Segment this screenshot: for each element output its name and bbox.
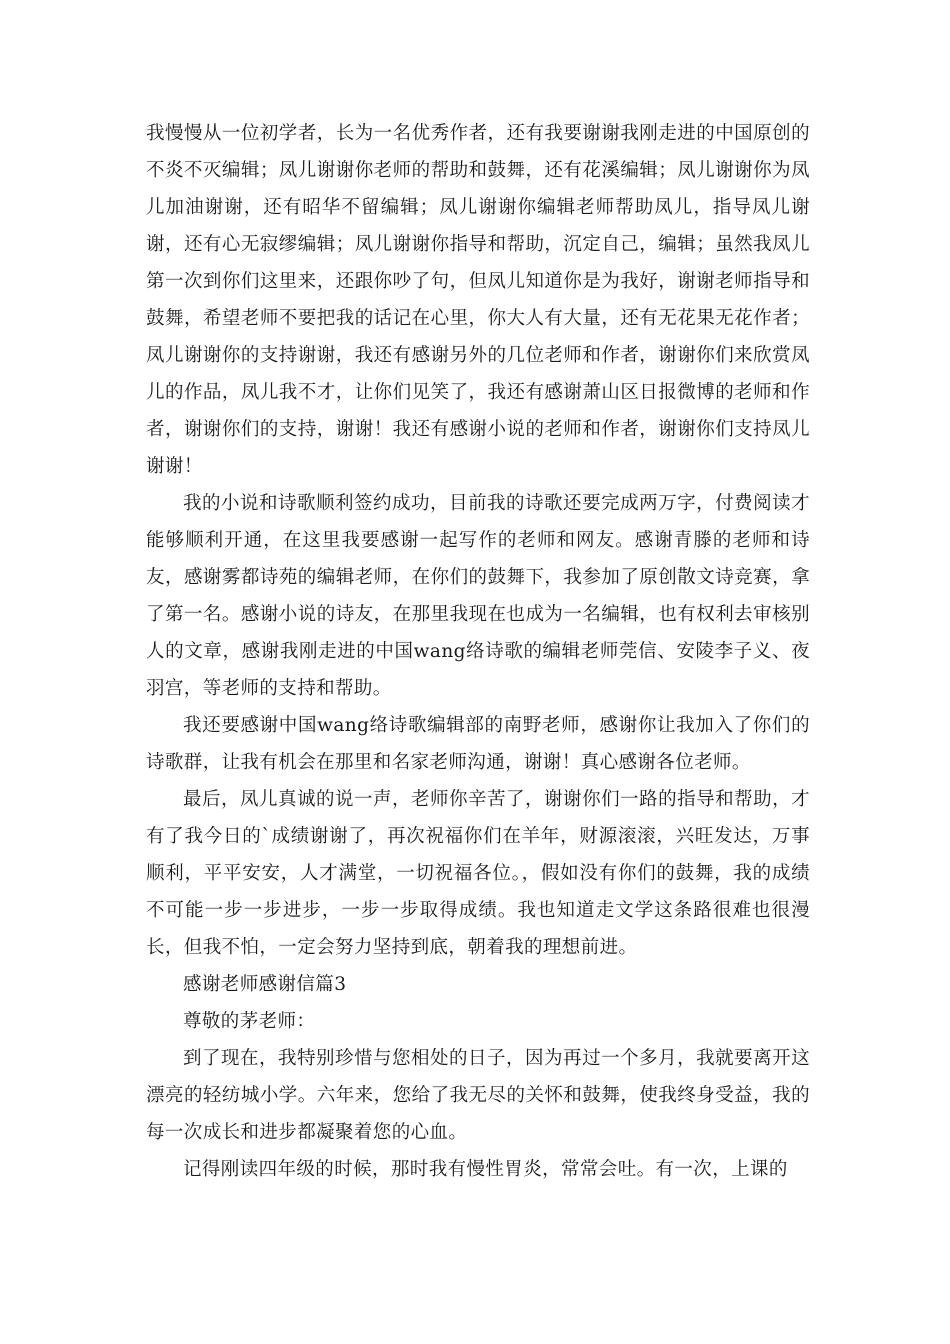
paragraph-3: 我还要感谢中国wang络诗歌编辑部的南野老师，感谢你让我加入了你们的诗歌群，让我有机会在那里和名家老师沟通，谢谢！真心感谢各位老师。 <box>146 715 810 773</box>
paragraph-5: 到了现在，我特别珍惜与您相处的日子，因为再过一个多月，我就要离开这漂亮的轻纺城小学。六年来，您给了我无尽的关怀和鼓舞，使我终身受益，我的每一次成长和进步都凝聚着您的心血。 <box>146 1048 810 1143</box>
paragraph-6: 记得刚读四年级的时候，那时我有慢性胃炎，常常会吐。有一次，上课的 <box>183 1159 788 1180</box>
paragraph-1: 我慢慢从一位初学者，长为一名优秀作者，还有我要谢谢我刚走进的中国原创的不炎不灭编辑；凤儿谢谢你老师的帮助和鼓舞，还有花溪编辑；凤儿谢谢你为凤儿加油谢谢，还有昭华不留编辑；凤儿谢谢你编辑老师帮助凤儿，指导凤儿谢谢，还有心无寂缪编辑；凤儿谢谢你指导和帮助，沉定自己，编辑；虽然我凤儿第一次到你们这里来，还跟你吵了句，但凤儿知道你是为我好，谢谢老师指导和鼓舞，希望老师不要把我的话记在心里，你大人有大量，还有无花果无花作者；凤儿谢谢你的支持谢谢，我还有感谢另外的几位老师和作者，谢谢你们来欣赏凤儿的作品，凤儿我不才，让你们见笑了，我还有感谢萧山区日报微博的老师和作者，谢谢你们的支持，谢谢！我还有感谢小说的老师和作者，谢谢你们支持凤儿谢谢！ <box>146 123 810 477</box>
section-heading: 感谢老师感谢信篇3 <box>183 974 347 995</box>
paragraph-2: 我的小说和诗歌顺利签约成功，目前我的诗歌还要完成两万字，付费阅读才能够顺利开通，在这里我要感谢一起写作的老师和网友。感谢青滕的老师和诗友，感谢雾都诗苑的编辑老师，在你们的鼓舞下，我参加了原创散文诗竞赛，拿了第一名。感谢小说的诗友，在那里我现在也成为一名编辑，也有权利去审核别人的文章，感谢我刚走进的中国wang络诗歌的编辑老师莞信、安陵李子义、夜羽宫，等老师的支持和帮助。 <box>146 493 810 699</box>
document-page <box>146 115 810 1188</box>
letter-salutation: 尊敬的茅老师： <box>183 1011 316 1032</box>
paragraph-4: 最后，凤儿真诚的说一声，老师你辛苦了，谢谢你们一路的指导和帮助，才有了我今日的`成绩谢谢了，再次祝福你们在羊年，财源滚滚，兴旺发达，万事顺利，平平安安，人才满堂，一切祝福各位。，假如没有你们的鼓舞，我的成绩不可能一步一步进步，一步一步取得成绩。我也知道走文学这条路很难也很漫长，但我不怕，一定会努力坚持到底，朝着我的理想前进。 <box>146 789 810 958</box>
